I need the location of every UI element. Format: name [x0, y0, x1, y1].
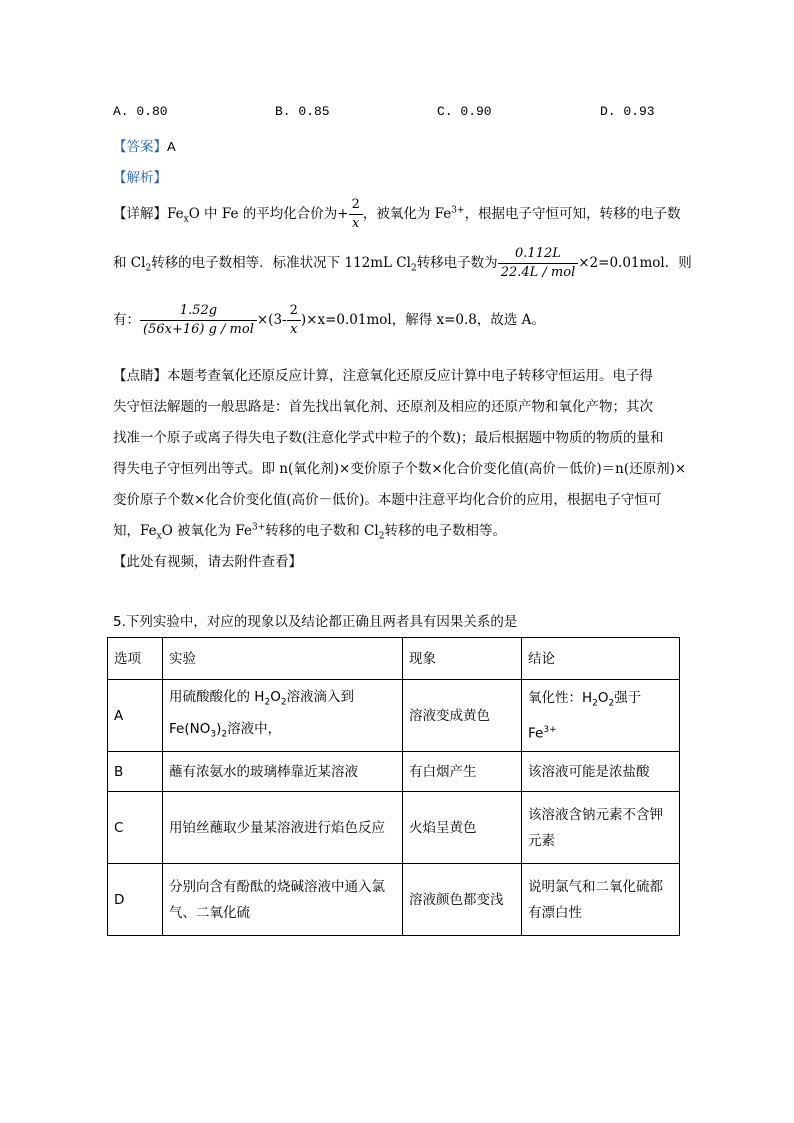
option-c: C. 0.90 [437, 104, 492, 119]
row-a-option: A [108, 680, 163, 752]
experiment-table [107, 637, 680, 936]
detail-line-2: 和 $Cl_2$转移的电子数相等．标准状况下 112mL $Cl_2$转移电子数为 $\frac{0.112L}{\text{22.4L / mol}}$ ×2=0.01mol．则 [113, 246, 692, 280]
answer-line [113, 135, 176, 155]
question-5-stem: 5.下列实验中，对应的现象以及结论都正确且两者具有因果关系的是 [113, 614, 518, 630]
video-note: 【此处有视频，请去附件查看】 [113, 554, 302, 570]
row-c-experiment: 用铂丝蘸取少量某溶液进行焰色反应 [163, 792, 403, 864]
row-a-conclusion: 氧化性：$H_2O_2$强于 $Fe^{3+}$ [522, 680, 680, 752]
analysis-label: 【解析】 [113, 170, 167, 186]
detail-line-3: 有： $\frac{1.52g}{\text{(56x+16) g / mol}}$ ×(3- $\frac{2}{x}$ )×x=0.01mol，解得 x=0.8，故选 A。 [113, 303, 545, 337]
row-d-phenomenon: 溶液颜色都变浅 [403, 864, 522, 936]
header-experiment: 实验 [163, 638, 403, 680]
row-b-experiment: 蘸有浓氨水的玻璃棒靠近某溶液 [163, 752, 403, 792]
option-b: B. 0.85 [275, 104, 330, 119]
row-c-option: C [108, 792, 163, 864]
row-b-phenomenon: 有白烟产生 [403, 752, 522, 792]
comment-label: 【点睛】 [113, 368, 167, 384]
table-row [108, 680, 680, 752]
option-a: A. 0.80 [113, 104, 168, 119]
table-header-row [108, 638, 680, 680]
comment-line-6: 知，$Fe_xO$ 被氧化为 $Fe^{3+}$转移的电子数和 $Cl_2$转移的电子数相等。 [113, 522, 506, 542]
row-c-conclusion: 该溶液含钠元素不含钾元素 [522, 792, 680, 864]
fraction-electron-moles: $\frac{0.112L}{\text{22.4L / mol}}$ [498, 245, 579, 282]
detail-label: 【详解】 [113, 206, 167, 222]
fraction-mass-over-molar: $\frac{1.52g}{\text{(56x+16) g / mol}}$ [140, 302, 257, 339]
option-d: D. 0.93 [600, 104, 655, 119]
row-b-conclusion: 该溶液可能是浓盐酸 [522, 752, 680, 792]
row-d-conclusion: 说明氯气和二氧化硫都有漂白性 [522, 864, 680, 936]
row-d-option: D [108, 864, 163, 936]
comment-line-4: 得失电子守恒列出等式。即 n(氧化剂)×变价原子个数×化合价变化值(高价－低价)＝n(还原剂)× [113, 461, 687, 477]
row-b-option: B [108, 752, 163, 792]
table-row [108, 864, 680, 936]
fraction-2-over-x-second: $\frac{2}{x}$ [287, 302, 301, 339]
table-row [108, 752, 680, 792]
row-d-experiment: 分别向含有酚酞的烧碱溶液中通入氯气、二氧化硫 [163, 864, 403, 936]
row-c-phenomenon: 火焰呈黄色 [403, 792, 522, 864]
comment-line-2: 失守恒法解题的一般思路是：首先找出氧化剂、还原剂及相应的还原产物和氧化产物；其次 [113, 399, 653, 415]
answer-label: 【答案】 [113, 139, 167, 155]
row-a-phenomenon: 溶液变成黄色 [403, 680, 522, 752]
fraction-2-over-x: $\frac{2}{x}$ [349, 196, 363, 233]
row-a-experiment: 用硫酸酸化的 $H_2O_2$溶液滴入到 $Fe(NO_3)_2$溶液中， [163, 680, 403, 752]
answer-value: A [167, 139, 176, 154]
header-conclusion: 结论 [522, 638, 680, 680]
comment-line-1: 【点睛】本题考查氧化还原反应计算，注意氧化还原反应计算中电子转移守恒运用。电子得 [113, 368, 653, 384]
table-row [108, 792, 680, 864]
comment-line-5: 变价原子个数×化合价变化值(高价－低价)。本题中注意平均化合价的应用，根据电子守恒可 [113, 492, 662, 508]
header-phenomenon: 现象 [403, 638, 522, 680]
detail-line-1: 【详解】$Fe_xO$ 中 Fe 的平均化合价为+ $\frac{2}{x}$ ，被氧化为 $Fe^{3+}$，根据电子守恒可知，转移的电子数 [113, 197, 681, 231]
comment-line-3: 找准一个原子或离子得失电子数(注意化学式中粒子的个数)；最后根据题中物质的物质的量和 [113, 430, 664, 446]
header-option: 选项 [108, 638, 163, 680]
